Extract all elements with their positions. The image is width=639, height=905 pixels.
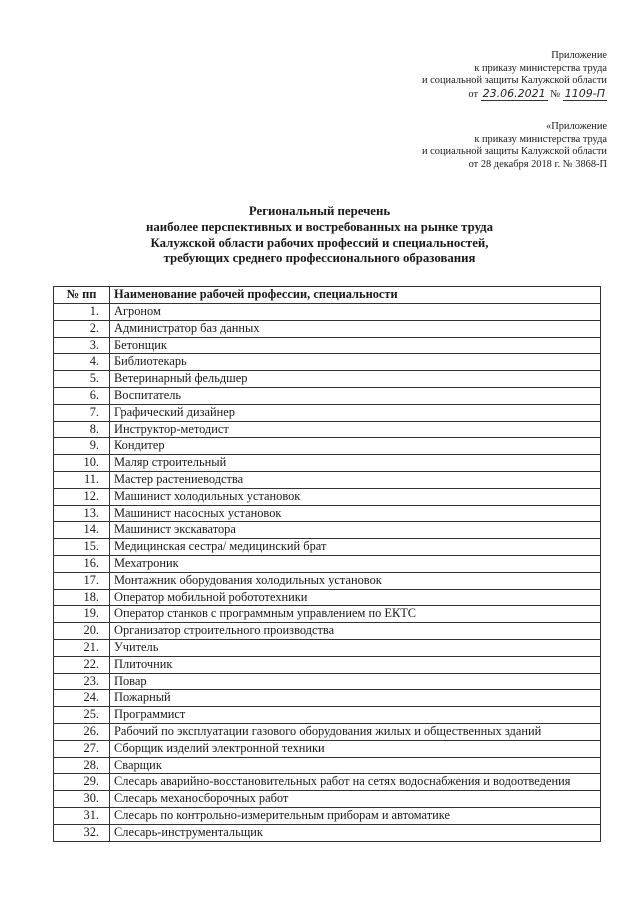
row-number: 2. — [54, 320, 110, 337]
table-row — [54, 354, 601, 371]
profession-name: Машинист экскаватора — [110, 522, 601, 539]
profession-name: Слесарь механосборочных работ — [110, 791, 601, 808]
header-bottom — [422, 121, 607, 171]
handwritten-number: 1109-П — [564, 86, 605, 100]
table-row — [54, 807, 601, 824]
row-number: 32. — [54, 824, 110, 841]
document-title — [0, 204, 639, 267]
row-number: 18. — [54, 589, 110, 606]
profession-name: Бетонщик — [110, 337, 601, 354]
table-row — [54, 387, 601, 404]
table-row — [54, 740, 601, 757]
title-line-2: наиболее перспективных и востребованных на рынке труда — [145, 219, 494, 234]
row-number: 14. — [54, 522, 110, 539]
title-line-4: требующих среднего профессионального образования — [163, 251, 476, 266]
header-top-line-3: и социальной защиты Калужской области — [422, 75, 607, 87]
table-row — [54, 455, 601, 472]
table-row — [54, 707, 601, 724]
row-number: 29. — [54, 774, 110, 791]
row-number: 9. — [54, 438, 110, 455]
row-number: 15. — [54, 539, 110, 556]
profession-name: Монтажник оборудования холодильных установок — [110, 572, 601, 589]
handwritten-date: 23.06.2021 — [482, 86, 546, 100]
row-number: 7. — [54, 404, 110, 421]
profession-name: Сборщик изделий электронной техники — [110, 740, 601, 757]
row-number: 21. — [54, 639, 110, 656]
title-line-1: Региональный перечень — [248, 204, 391, 218]
profession-name: Маляр строительный — [110, 455, 601, 472]
date-prefix: от — [468, 88, 479, 100]
row-number: 13. — [54, 505, 110, 522]
profession-name: Воспитатель — [110, 387, 601, 404]
table-row — [54, 539, 601, 556]
profession-name: Администратор баз данных — [110, 320, 601, 337]
table-row — [54, 606, 601, 623]
header-top-line-2: к приказу министерства труда — [474, 62, 607, 74]
header-bottom-line-1: «Приложение — [546, 121, 607, 132]
row-number: 24. — [54, 690, 110, 707]
row-number: 12. — [54, 488, 110, 505]
table-row — [54, 623, 601, 640]
table-row — [54, 656, 601, 673]
table-row — [54, 774, 601, 791]
table-header-row — [54, 287, 601, 304]
row-number: 30. — [54, 791, 110, 808]
row-number: 11. — [54, 471, 110, 488]
profession-name: Медицинская сестра/ медицинский брат — [110, 539, 601, 556]
table-row — [54, 438, 601, 455]
profession-name: Слесарь-инструментальщик — [110, 824, 601, 841]
header-top-date-line — [422, 88, 607, 102]
row-number: 10. — [54, 455, 110, 472]
column-header-name: Наименование рабочей профессии, специальности — [110, 287, 601, 304]
profession-name: Пожарный — [110, 690, 601, 707]
table-row — [54, 522, 601, 539]
row-number: 27. — [54, 740, 110, 757]
table-row — [54, 505, 601, 522]
table-row — [54, 589, 601, 606]
profession-name: Мастер растениеводства — [110, 471, 601, 488]
profession-name: Ветеринарный фельдшер — [110, 371, 601, 388]
profession-name: Мехатроник — [110, 555, 601, 572]
profession-name: Агроном — [110, 304, 601, 321]
table-row — [54, 421, 601, 438]
table-row — [54, 337, 601, 354]
row-number: 3. — [54, 337, 110, 354]
header-bottom-line-2: к приказу министерства труда — [474, 133, 607, 145]
row-number: 22. — [54, 656, 110, 673]
table-row — [54, 723, 601, 740]
title-line-3: Калужской области рабочих профессий и специальностей, — [150, 235, 489, 250]
row-number: 6. — [54, 387, 110, 404]
table-row — [54, 690, 601, 707]
row-number: 20. — [54, 623, 110, 640]
table-row — [54, 673, 601, 690]
table-row — [54, 320, 601, 337]
table-row — [54, 572, 601, 589]
profession-name: Учитель — [110, 639, 601, 656]
profession-name: Оператор станков с программным управлением по ЕКТС — [110, 606, 601, 623]
table-row — [54, 404, 601, 421]
profession-name: Машинист холодильных установок — [110, 488, 601, 505]
column-header-number: № пп — [54, 287, 110, 304]
number-sign: № — [550, 88, 561, 100]
table-row — [54, 791, 601, 808]
table-body — [54, 304, 601, 842]
profession-name: Слесарь аварийно-восстановительных работ на сетях водоснабжения и водоотведения — [110, 774, 601, 791]
profession-name: Сварщик — [110, 757, 601, 774]
profession-name: Рабочий по эксплуатации газового оборудования жилых и общественных зданий — [110, 723, 601, 740]
profession-name: Программист — [110, 707, 601, 724]
row-number: 19. — [54, 606, 110, 623]
profession-name: Графический дизайнер — [110, 404, 601, 421]
row-number: 31. — [54, 807, 110, 824]
profession-name: Организатор строительного производства — [110, 623, 601, 640]
profession-name: Кондитер — [110, 438, 601, 455]
table-row — [54, 757, 601, 774]
row-number: 28. — [54, 757, 110, 774]
header-bottom-line-3: и социальной защиты Калужской области — [422, 146, 607, 158]
row-number: 17. — [54, 572, 110, 589]
row-number: 1. — [54, 304, 110, 321]
table-row — [54, 639, 601, 656]
row-number: 8. — [54, 421, 110, 438]
profession-name: Инструктор-методист — [110, 421, 601, 438]
header-top-line-1: Приложение — [551, 50, 607, 61]
profession-name: Оператор мобильной робототехники — [110, 589, 601, 606]
header-bottom-line-4: от 28 декабря 2018 г. № 3868-П — [468, 158, 607, 170]
table-row — [54, 488, 601, 505]
profession-name: Машинист насосных установок — [110, 505, 601, 522]
table-row — [54, 304, 601, 321]
row-number: 5. — [54, 371, 110, 388]
header-top — [422, 50, 607, 101]
row-number: 16. — [54, 555, 110, 572]
row-number: 25. — [54, 707, 110, 724]
table-row — [54, 371, 601, 388]
table-row — [54, 555, 601, 572]
table-row — [54, 471, 601, 488]
table-row — [54, 824, 601, 841]
professions-table — [53, 286, 601, 842]
profession-name: Библиотекарь — [110, 354, 601, 371]
row-number: 26. — [54, 723, 110, 740]
profession-name: Повар — [110, 673, 601, 690]
row-number: 23. — [54, 673, 110, 690]
profession-name: Плиточник — [110, 656, 601, 673]
profession-name: Слесарь по контрольно-измерительным приборам и автоматике — [110, 807, 601, 824]
row-number: 4. — [54, 354, 110, 371]
